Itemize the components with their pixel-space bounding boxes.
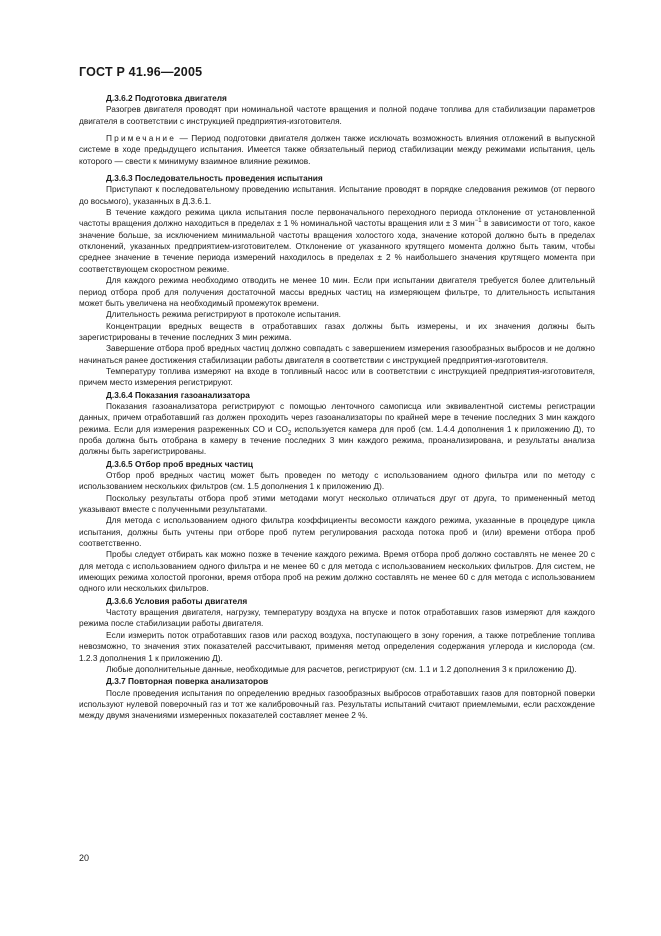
section-heading-d366: Д.3.6.6 Условия работы двигателя — [106, 595, 248, 606]
paragraph-part: используется камера для проб (см. 1.4.4 дополнения 1 к приложению Д), то проба должна быть отобрана в камеру в течение последних 3 мин каждого режима, проанализирована, и результаты анализа должны быть зарегистрированы. — [79, 423, 595, 457]
paragraph: Поскольку результаты отбора проб этими методами могут несколько отличаться друг от друга, то примененный метод указывают вместе с полученными результатами. — [79, 492, 595, 515]
paragraph: Отбор проб вредных частиц может быть проведен по методу с использованием одного фильтра или по методу с использованием нескольких фильтров (см. 1.5 дополнения 1 к приложению Д). — [79, 470, 595, 492]
superscript: −1 — [474, 218, 482, 225]
paragraph-part: Показания газоанализатора регистрируют с помощью ленточного самописца или эквивалентной системы регистрации данных, причем отработавший газ должен проходить через газоанализаторы по крайней мере в течение последних 3 мин каждого режима. Если для измерения разреженных CO и CO — [79, 400, 595, 434]
paragraph: Разогрев двигателя проводят при номинальной частоте вращения и полной подаче топлива для стабилизации параметров двигателя в соответствии с инструкцией предприятия-изготовителя. — [79, 104, 595, 126]
section-heading-d37: Д.3.7 Повторная поверка анализаторов — [106, 676, 269, 687]
paragraph: Длительность режима регистрируют в протоколе испытания. — [106, 309, 341, 320]
section-heading-d363: Д.3.6.3 Последовательность проведения испытания — [106, 173, 323, 184]
paragraph: Для каждого режима необходимо отводить не менее 10 мин. Если при испытании двигателя требуется более длительный период отбора проб для получения достаточной массы вредных частиц на измеряющем фильтре, то длительность испытания может быть увеличена на необходимый промежуток времени. — [79, 275, 595, 308]
document-body — [79, 92, 595, 722]
paragraph-part: В течение каждого режима цикла испытания после первоначального переходного периода отклонение от установленной частоты вращения должно находиться в пределах ± 1 % номинальной частоты вращения или ± 3 мин — [79, 207, 595, 229]
paragraph: Температуру топлива измеряют на входе в топливный насос или в соответствии с инструкцией предприятия-изготовителя, причем место измерения регистрируют. — [79, 365, 595, 388]
section-heading-d365: Д.3.6.5 Отбор проб вредных частиц — [106, 458, 254, 469]
page-number: 20 — [79, 853, 90, 863]
standard-title: ГОСТ Р 41.96—2005 — [79, 65, 203, 79]
paragraph-part: в зависимости от того, какое значение больше, за исключением минимальной частоты вращения холостого хода, значение которой должно быть в пределах отклонений, указанных предприятием-изготовителем. Отклонение от указанного крутящего момента должно быть таким, чтобы среднее значение в течение периода измерений находилось в пределах ± 2 % наибольшего значения крутящего момента при соответствующем скоростном режиме. — [79, 218, 595, 274]
paragraph — [79, 207, 595, 275]
paragraph: Любые дополнительные данные, необходимые для расчетов, регистрируют (см. 1.1 и 1.2 дополнения 3 к приложению Д). — [106, 663, 577, 674]
subscript: 2 — [288, 430, 292, 437]
section-heading-d364: Д.3.6.4 Показания газоанализатора — [106, 389, 250, 400]
paragraph: Частоту вращения двигателя, нагрузку, температуру воздуха на впуске и поток отработавших газов измеряют для каждого режима после стабилизации работы двигателя. — [79, 607, 595, 629]
paragraph: Для метода с использованием одного фильтра коэффициенты весомости каждого режима, указанные в процедуре цикла испытания, должны быть учтены при отборе проб путем регулирования расхода потока проб и (или) времени отбора проб соответственно. — [79, 515, 595, 549]
paragraph: После проведения испытания по определению вредных газообразных выбросов отработавших газов для повторной поверки используют нулевой поверочный газ и тот же калибровочный газ. Результаты испытаний считают приемлемыми, если расхождение между двумя значениями измеренных показателей составляет менее 2 %. — [79, 687, 595, 721]
note-paragraph — [79, 133, 595, 167]
paragraph: Если измерить поток отработавших газов или расход воздуха, поступающего в зону горения, а также потребление топлива невозможно, то значения этих показателей рассчитывают, применяя метод определения содержания углерода и кислорода (см. 1.2.3 дополнения 1 к приложению Д). — [79, 629, 595, 663]
paragraph: Концентрации вредных веществ в отработавших газах должны быть измерены, и их значения должны быть зарегистрированы в течение последних 3 мин режима. — [79, 320, 595, 342]
paragraph: Приступают к последовательному проведению испытания. Испытание проводят в порядке следования режимов (от первого до восьмого), указанных в Д.3.6.1. — [79, 184, 595, 206]
note-label: Примечание — [106, 133, 177, 144]
paragraph — [79, 401, 595, 458]
paragraph: Завершение отбора проб вредных частиц должно совпадать с завершением измерения газообразных выбросов и не должно начинаться ранее достижения стабилизации работы двигателя в соответствии с инструкцией предприятия-изготовителя. — [79, 343, 595, 365]
paragraph: Пробы следует отбирать как можно позже в течение каждого режима. Время отбора проб должно составлять не менее 20 с для метода с использованием одного фильтра и не менее 60 с для метода с использованием нескольких фильтров. Для систем, не имеющих режима холостой прогонки, время отбора проб на режим должно составлять не менее 60 с для метода с использованием одного или нескольких фильтров. — [79, 549, 595, 594]
section-heading-d362: Д.3.6.2 Подготовка двигателя — [106, 93, 227, 103]
note-text: — Период подготовки двигателя должен также исключать возможность влияния отложений в выпускной системе в ходе предыдущего испытания. Имеется также обязательный период стабилизации между режимами испытания, цель которого — свести к минимуму взаимное влияние режимов. — [79, 133, 595, 166]
